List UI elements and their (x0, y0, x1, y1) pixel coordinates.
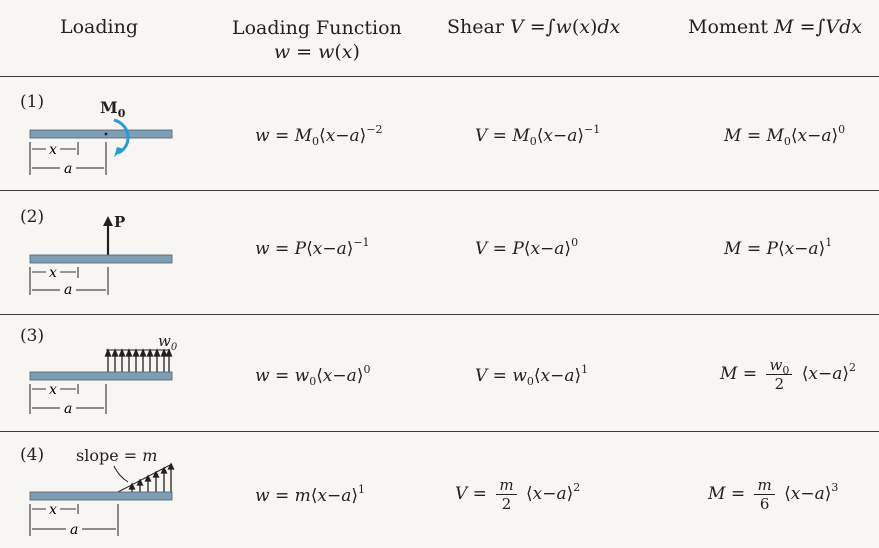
rule-row2 (0, 314, 879, 315)
beam-linear-load-diagram (22, 446, 187, 538)
rule-row1 (0, 190, 879, 191)
header-loading-function (232, 16, 402, 64)
svg-text:a: a (70, 522, 79, 538)
header-moment: Moment M =∫Vdx (688, 16, 863, 38)
row-number: (1) (20, 92, 45, 112)
svg-text:x: x (49, 265, 57, 281)
svg-text:a: a (64, 161, 73, 177)
row-number: (4) (20, 445, 45, 465)
svg-text:x: x (49, 502, 57, 518)
svg-text:M0: $M_0$ (100, 98, 126, 120)
moment-eq: M = $\frac{w_0}{2}$ ⟨x−a⟩$^2$ (720, 356, 856, 393)
loading-function-eq: w = m⟨x−a⟩$^1$ (255, 483, 366, 506)
beam-point-load-diagram (22, 210, 182, 295)
beam-moment-diagram (22, 97, 182, 182)
loading-function-eq: $w = w_0⟨x-a⟩^0$ (255, 363, 371, 388)
header-loading: Loading (60, 16, 139, 38)
svg-text:a: a (64, 282, 73, 295)
moment-eq: M = $\frac{m}{6}$ ⟨x−a⟩$^3$ (708, 476, 839, 513)
shear-eq: V = $\frac{m}{2}$ ⟨x−a⟩$^2$ (455, 476, 581, 513)
rule-row3 (0, 431, 879, 432)
moment-eq: M = P⟨x−a⟩$^1$ (724, 236, 833, 259)
beam-uniform-load-diagram (22, 330, 182, 415)
shear-eq: $V = M_0⟨x-a⟩^{-1}$ (475, 123, 601, 148)
loading-function-eq: w = P⟨x−a⟩$^{-1}$ (255, 236, 370, 259)
svg-text:a: a (64, 401, 73, 415)
svg-text:slope = m: slope = m (76, 446, 158, 465)
row-number: (2) (20, 207, 45, 227)
header-shear: Shear V =∫w(x)dx (447, 16, 621, 38)
svg-text:x: x (49, 382, 57, 398)
rule-header (0, 76, 879, 77)
moment-eq: $M = M_0⟨x-a⟩^0$ (724, 123, 846, 148)
row-number: (3) (20, 326, 45, 346)
header-loading-function-sub: w = w(x) (273, 41, 360, 63)
svg-text:P: P (114, 213, 126, 231)
shear-eq: V = P⟨x−a⟩$^0$ (475, 236, 579, 259)
table-header (0, 0, 879, 78)
shear-eq: $V = w_0⟨x-a⟩^1$ (475, 363, 589, 388)
svg-text:x: x (49, 142, 57, 158)
loading-function-eq: $w = M_0⟨x-a⟩^{-2}$ (255, 123, 383, 148)
svg-text:w0: $w_0$ (158, 332, 178, 353)
header-loading-function-title: Loading Function (232, 17, 402, 39)
